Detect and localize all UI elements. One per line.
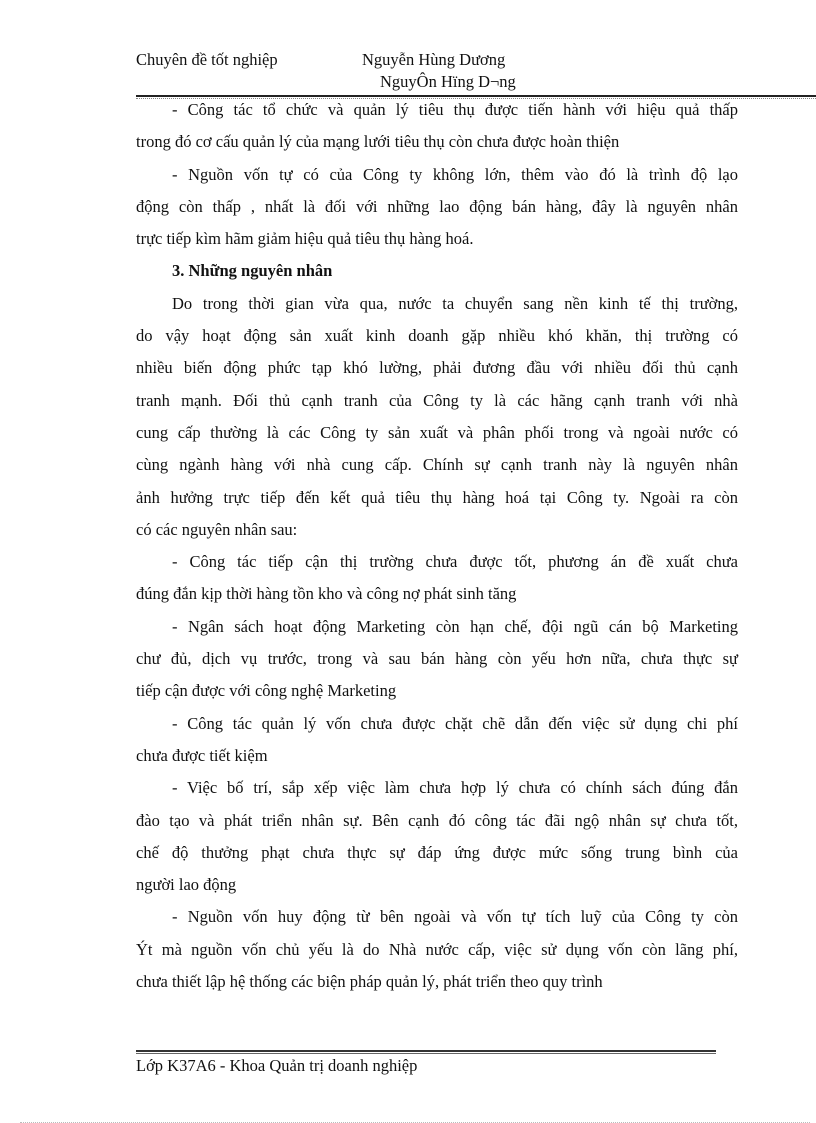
text-line: 3. Những nguyên nhân	[172, 261, 333, 281]
paragraph	[136, 159, 738, 256]
text-line: - Việc bố trí, sắp xếp việc làm chưa hợp lý chưa có chính sách đúng đắn	[172, 778, 738, 798]
paragraph	[136, 94, 738, 159]
text-line: tiếp cận được với công nghệ Marketing	[136, 681, 397, 701]
paragraph	[136, 772, 738, 901]
paragraph	[136, 546, 738, 611]
text-line: chư đủ, dịch vụ trước, trong và sau bán hàng còn yếu hơn nữa, chưa thực sự	[136, 649, 738, 669]
text-line: động còn thấp , nhất là đối với những lao động bán hàng, đây là nguyên nhân	[136, 196, 738, 216]
text-line: chế độ thưởng phạt chưa thực sự đáp ứng được mức sống trung bình của	[136, 842, 738, 862]
document-body	[136, 94, 738, 998]
text-line: đào tạo và phát triển nhân sự. Bên cạnh đó công tác đãi ngộ nhân sự chưa tốt,	[136, 810, 738, 830]
text-line: cùng ngành hàng với nhà cung cấp. Chính sự cạnh tranh này là nguyên nhân	[136, 455, 738, 475]
header-author-garbled: NguyÔn Hïng D¬ng	[380, 72, 516, 91]
header-title: Chuyên đề tốt nghiệp	[136, 50, 278, 69]
footer-rule-thin	[136, 1053, 716, 1054]
paragraph	[136, 611, 738, 708]
text-line: trong đó cơ cấu quản lý của mạng lưới tiêu thụ còn chưa được hoàn thiện	[136, 132, 620, 152]
text-line: người lao động	[136, 875, 237, 895]
section-heading	[136, 255, 738, 287]
text-line: - Công tác tổ chức và quản lý tiêu thụ được tiến hành với hiệu quả thấp	[172, 100, 738, 119]
text-line: - Ngân sách hoạt động Marketing còn hạn chế, đội ngũ cán bộ Marketing	[172, 616, 738, 636]
text-line: tranh mạnh. Đối thủ cạnh tranh của Công ty là các hãng cạnh tranh với nhà	[136, 390, 738, 410]
paragraph	[136, 901, 738, 998]
text-line: - Công tác quản lý vốn chưa được chặt chẽ dẫn đến việc sử dụng chi phí	[172, 713, 738, 733]
text-line: cung cấp thường là các Công ty sản xuất và phân phối trong và ngoài nước có	[136, 422, 738, 442]
text-line: nhiều biến động phức tạp khó lường, phải đương đầu với nhiều đối thủ cạnh	[136, 358, 738, 378]
text-line: đúng đắn kịp thời hàng tồn kho và công nợ phát sinh tăng	[136, 584, 517, 604]
footer-text: Lớp K37A6 - Khoa Quản trị doanh nghiệp	[136, 1056, 418, 1075]
text-line: có các nguyên nhân sau:	[136, 519, 298, 539]
paragraph	[136, 288, 738, 546]
text-line: - Nguồn vốn tự có của Công ty không lớn, thêm vào đó là trình độ lạo	[172, 164, 738, 184]
text-line: chưa thiết lập hệ thống các biện pháp quản lý, phát triển theo quy trình	[136, 972, 603, 992]
text-line: - Công tác tiếp cận thị trường chưa được tốt, phương án đề xuất chưa	[172, 552, 738, 572]
paragraph	[136, 708, 738, 773]
text-line: Do trong thời gian vừa qua, nước ta chuyển sang nền kinh tế thị trường,	[172, 293, 738, 313]
text-line: do vậy hoạt động sản xuất kinh doanh gặp nhiều khó khăn, thị trường có	[136, 326, 738, 346]
text-line: Ýt mà nguồn vốn chủ yếu là do Nhà nước cấp, việc sử dụng vốn còn lãng phí,	[136, 939, 738, 959]
header-author: Nguyễn Hùng Dương	[362, 50, 506, 69]
text-line: - Nguồn vốn huy động từ bên ngoài và vốn tự tích luỹ của Công ty còn	[172, 907, 738, 927]
footer-rule	[136, 1050, 716, 1052]
text-line: trực tiếp kìm hãm giảm hiệu quả tiêu thụ hàng hoá.	[136, 229, 474, 249]
text-line: ảnh hưởng trực tiếp đến kết quả tiêu thụ hàng hoá tại Công ty. Ngoài ra còn	[136, 487, 738, 507]
text-line: chưa được tiết kiệm	[136, 745, 268, 765]
